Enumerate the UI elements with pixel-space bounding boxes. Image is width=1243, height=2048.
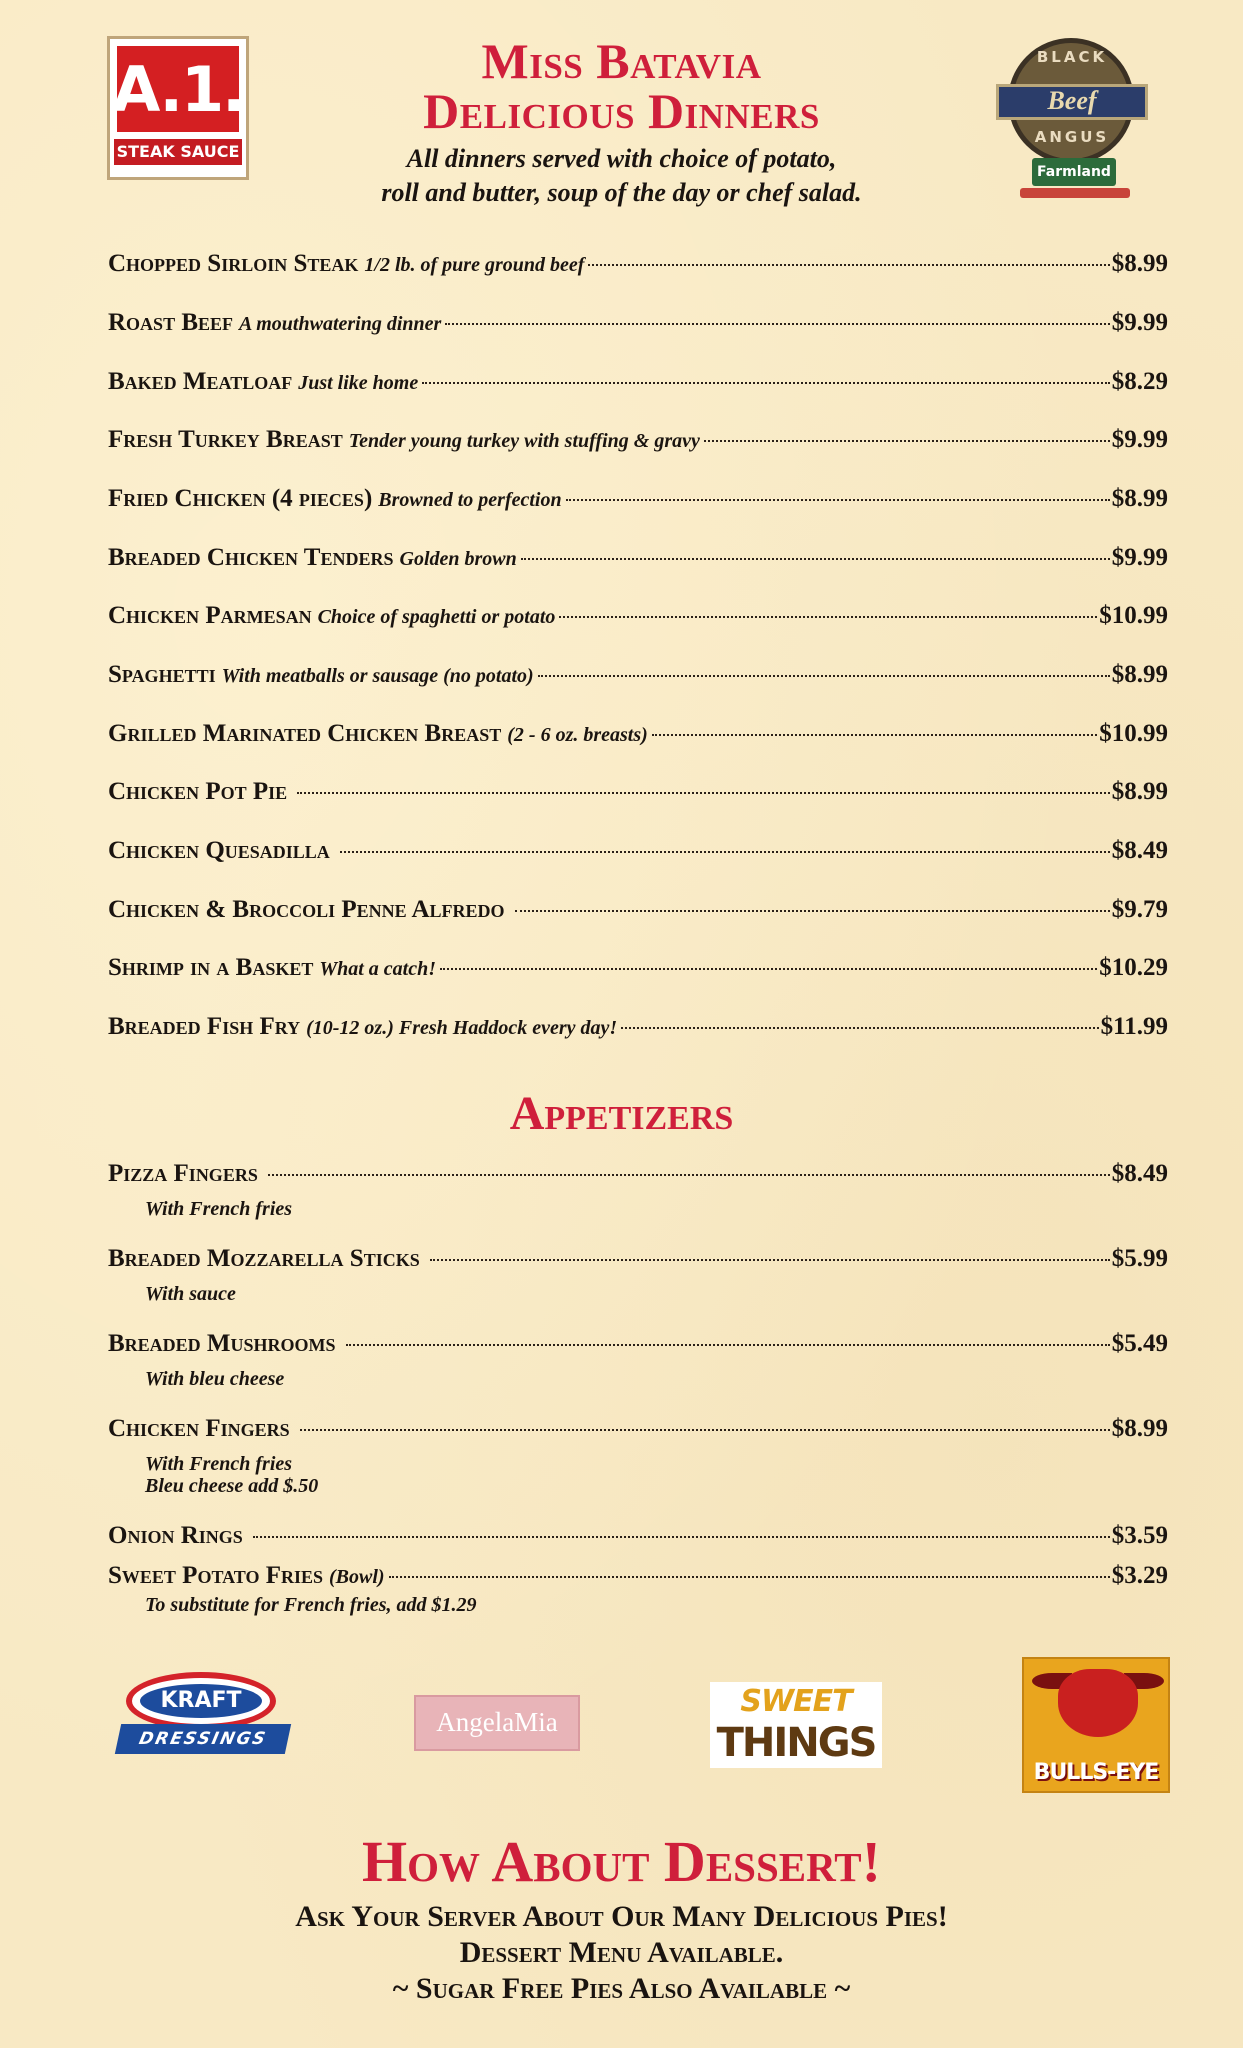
dinner-item xyxy=(108,544,1168,572)
leader-dots xyxy=(652,733,1097,736)
dinner-price: $8.29 xyxy=(1111,368,1168,395)
dinner-item xyxy=(108,426,1168,454)
dinner-desc: With meatballs or sausage (no potato) xyxy=(221,665,534,687)
dinner-desc: Choice of spaghetti or potato xyxy=(317,606,556,628)
menu-title-line1: Miss Batavia xyxy=(481,33,762,89)
dinner-desc: What a catch! xyxy=(319,958,437,980)
appetizer-price: $8.99 xyxy=(1111,1415,1168,1442)
dinner-name: Fried Chicken (4 pieces) xyxy=(108,485,373,512)
leader-dots xyxy=(538,674,1110,677)
dessert-line-3: ~ Sugar Free Pies Also Available ~ xyxy=(392,1972,851,2005)
appetizer-price: $8.49 xyxy=(1111,1160,1168,1187)
dinner-desc: Just like home xyxy=(298,372,419,394)
appetizers-heading: Appetizers xyxy=(509,1087,734,1140)
leader-dots xyxy=(704,439,1110,442)
menu-subtitle xyxy=(0,142,1243,210)
farmland-label: Farmland xyxy=(1032,158,1116,186)
dinner-desc: (2 - 6 oz. breasts) xyxy=(507,724,648,746)
bulls-eye-wordmark: BULLS-EYE xyxy=(1033,1760,1159,1785)
leader-dots xyxy=(445,322,1109,325)
dinner-item xyxy=(108,1013,1168,1041)
menu-subtitle-line2: roll and butter, soup of the day or chef salad. xyxy=(381,178,862,207)
appetizer-note: With French fries xyxy=(145,1198,293,1220)
leader-dots xyxy=(340,850,1110,853)
appetizer-item xyxy=(108,1245,1168,1273)
angus-ribbon: Beef xyxy=(996,84,1148,120)
leader-dots xyxy=(268,1173,1110,1176)
dinner-price: $9.79 xyxy=(1111,896,1168,923)
dinner-desc: Tender young turkey with stuffing & gravy xyxy=(348,430,700,452)
dinner-item xyxy=(108,954,1168,982)
dinner-item xyxy=(108,485,1168,513)
appetizer-note: Bleu cheese add $.50 xyxy=(145,1475,319,1497)
bulls-eye-logo xyxy=(1022,1657,1170,1793)
dinner-name: Baked Meatloaf xyxy=(108,368,293,395)
leader-dots xyxy=(559,615,1097,618)
menu-subtitle-line1: All dinners served with choice of potato, xyxy=(406,144,837,173)
leader-dots xyxy=(566,498,1110,501)
appetizer-item xyxy=(108,1562,1168,1590)
leader-dots xyxy=(346,1343,1110,1346)
leader-dots xyxy=(521,557,1110,560)
appetizer-note: To substitute for French fries, add $1.29 xyxy=(145,1594,477,1616)
appetizer-price: $3.29 xyxy=(1111,1562,1168,1589)
dinner-price: $8.99 xyxy=(1111,485,1168,512)
dinner-name: Breaded Fish Fry xyxy=(108,1013,301,1040)
leader-dots xyxy=(422,381,1110,384)
appetizer-note: With sauce xyxy=(145,1283,236,1305)
dinner-price: $10.99 xyxy=(1099,720,1168,747)
appetizer-note: With French fries xyxy=(145,1453,293,1475)
dinner-price: $10.99 xyxy=(1099,602,1168,629)
dinner-name: Breaded Chicken Tenders xyxy=(108,544,394,571)
appetizer-price: $5.49 xyxy=(1111,1330,1168,1357)
appetizer-note: With bleu cheese xyxy=(145,1368,285,1390)
dinner-desc: (10-12 oz.) Fresh Haddock every day! xyxy=(306,1017,618,1039)
appetizer-item xyxy=(108,1330,1168,1358)
dinner-desc: Browned to perfection xyxy=(378,489,562,511)
dinner-item xyxy=(108,778,1168,806)
dinner-item xyxy=(108,309,1168,337)
dessert-line-2: Dessert Menu Available. xyxy=(459,1936,784,1969)
dinner-name: Chicken Quesadilla xyxy=(108,837,330,864)
appetizer-item xyxy=(108,1415,1168,1443)
appetizer-item xyxy=(108,1522,1168,1550)
dinner-price: $8.99 xyxy=(1111,250,1168,277)
dinner-name: Fresh Turkey Breast xyxy=(108,426,343,453)
dinner-name: Chopped Sirloin Steak xyxy=(108,250,359,277)
dessert-heading: How About Dessert! xyxy=(362,1829,881,1894)
leader-dots xyxy=(300,1428,1110,1431)
dinner-price: $9.99 xyxy=(1111,309,1168,336)
bull-head-icon xyxy=(1058,1669,1138,1737)
dinner-item xyxy=(108,720,1168,748)
kraft-wordmark: KRAFT xyxy=(140,1684,262,1718)
sweet-things-top: SWEET xyxy=(740,1684,852,1719)
leader-dots xyxy=(588,263,1109,266)
dinner-price: $11.99 xyxy=(1100,1013,1168,1040)
dinner-desc: A mouthwatering dinner xyxy=(239,313,442,335)
dinner-name: Shrimp in a Basket xyxy=(108,954,314,981)
angus-ring-top: BLACK xyxy=(1036,48,1108,66)
dinner-item xyxy=(108,368,1168,396)
appetizer-name: Chicken Fingers xyxy=(108,1415,290,1442)
kraft-oval xyxy=(126,1672,276,1730)
dinner-name: Chicken Pot Pie xyxy=(108,778,288,805)
dessert-line-1: Ask Your Server About Our Many Delicious Pies! xyxy=(295,1900,948,1933)
dinner-desc: Golden brown xyxy=(399,548,517,570)
dinner-item xyxy=(108,250,1168,278)
sweet-things-logo xyxy=(710,1682,882,1768)
dinner-name: Roast Beef xyxy=(108,309,234,336)
leader-dots xyxy=(430,1258,1110,1261)
appetizer-price: $5.99 xyxy=(1111,1245,1168,1272)
appetizer-item xyxy=(108,1160,1168,1188)
dinner-price: $8.49 xyxy=(1111,837,1168,864)
leader-dots xyxy=(389,1575,1110,1578)
dinner-item xyxy=(108,602,1168,630)
appetizer-desc: (Bowl) xyxy=(329,1566,385,1588)
dinner-price: $8.99 xyxy=(1111,661,1168,688)
leader-dots xyxy=(621,1026,1098,1029)
leader-dots xyxy=(515,909,1110,912)
dinner-item xyxy=(108,896,1168,924)
appetizer-name: Pizza Fingers xyxy=(108,1160,258,1187)
leader-dots xyxy=(440,967,1097,970)
appetizer-name: Onion Rings xyxy=(108,1522,243,1549)
angus-ring-bottom: ANGUS xyxy=(1034,128,1110,146)
dinner-name: Chicken Parmesan xyxy=(108,602,312,629)
dinner-name: Chicken & Broccoli Penne Alfredo xyxy=(108,896,505,923)
a1-logo-mark: A.1. xyxy=(117,46,239,132)
sweet-things-bottom: THINGS xyxy=(716,1720,876,1766)
leader-dots xyxy=(297,791,1110,794)
appetizer-name: Sweet Potato Fries xyxy=(108,1562,323,1589)
dinner-price: $8.99 xyxy=(1111,778,1168,805)
dinner-desc: 1/2 lb. of pure ground beef xyxy=(364,254,585,276)
dinner-price: $9.99 xyxy=(1111,544,1168,571)
appetizer-name: Breaded Mushrooms xyxy=(108,1330,336,1357)
kraft-dressings-logo xyxy=(118,1672,290,1764)
dinner-item xyxy=(108,661,1168,689)
kraft-band: DRESSINGS xyxy=(115,1724,291,1754)
menu-title-line2: Delicious Dinners xyxy=(423,83,820,139)
leader-dots xyxy=(253,1535,1110,1538)
dinner-name: Spaghetti xyxy=(108,661,216,688)
dinner-item xyxy=(108,837,1168,865)
appetizer-name: Breaded Mozzarella Sticks xyxy=(108,1245,420,1272)
dinner-name: Grilled Marinated Chicken Breast xyxy=(108,720,502,747)
dinner-price: $9.99 xyxy=(1111,426,1168,453)
a1-logo-caption: STEAK SAUCE xyxy=(114,139,242,165)
appetizer-price: $3.59 xyxy=(1111,1522,1168,1549)
dinner-price: $10.29 xyxy=(1099,954,1168,981)
angela-mia-logo: AngelaMia xyxy=(414,1695,580,1751)
